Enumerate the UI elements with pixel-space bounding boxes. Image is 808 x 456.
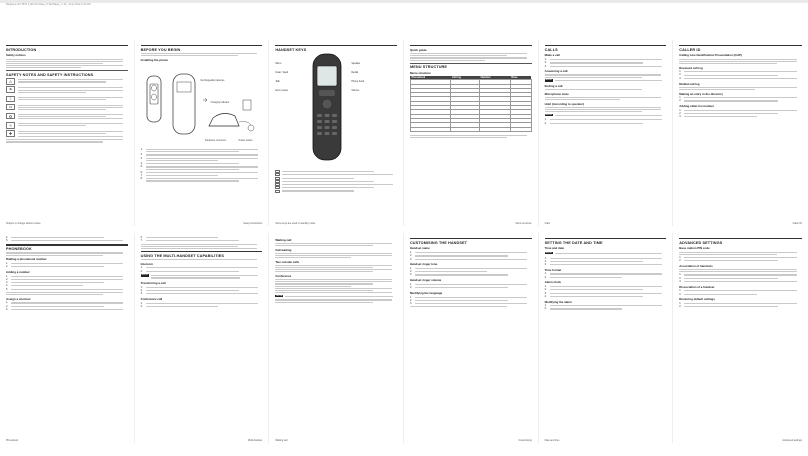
medical-icon: ✚ <box>6 130 15 137</box>
subheading: Safety notices <box>6 53 26 58</box>
subheading: Menu structure <box>409 70 431 75</box>
table-col-header: Call log <box>451 76 480 80</box>
subheading: Adding caller list number <box>679 104 714 109</box>
page-caller-id: CALLER ID Calling Line Identification Presentation (CLIP) Received call log 1. 2. 3. Dialled call log Making an entry in the directory 1. 2. Adding caller list number 1. 2. 3. Caller ID <box>673 40 808 226</box>
page-footer: Date and time <box>544 439 560 442</box>
page-date-time: SETTING THE DATE AND TIME Time and date NOTE 1. 2. 3. Time format 1. 2. Alarm clock 1. 2. 3. 4. Modifying the alarm 1. 2. Date and time <box>539 233 674 443</box>
warning-icon: ⚠ <box>6 78 15 85</box>
subheading: Time format <box>544 267 562 272</box>
subheading: Calling Line Identification Presentation (CLIP) <box>679 53 743 58</box>
menu-structure-table <box>410 76 532 132</box>
page-footer: Some keys are used in standby mode <box>275 222 316 225</box>
subheading: Assign a shortcut <box>6 296 31 301</box>
top-edge-strip <box>0 0 808 3</box>
subheading: Make a call <box>544 53 560 58</box>
subheading: Dissociation of a handset <box>679 284 715 289</box>
key-label: Clear / back <box>275 71 289 74</box>
subheading: Adding a number <box>6 269 30 274</box>
symbol-row <box>6 86 128 94</box>
symbol-row <box>6 113 128 121</box>
subheading: Dialling a phonebook number <box>6 257 47 262</box>
key-label: Volume <box>351 89 360 92</box>
symbol-row <box>6 78 128 85</box>
page-footer: Customising <box>518 439 532 442</box>
page-footer: Advanced settings <box>782 439 802 442</box>
subheading: Answering a call <box>544 69 568 74</box>
top-row-pages <box>0 40 808 226</box>
file-info-header: Ringtone GC PFS 3_R0 Oct Date_P TechSpec_V 23_ Amp 2012 3:11 AM <box>6 3 91 6</box>
plug-icon: ⏚ <box>6 96 15 103</box>
subheading: Ending a call <box>544 83 563 88</box>
table-col-header: Phonebook <box>410 76 451 80</box>
page-advanced-settings: ADVANCED SETTINGS Base station PIN code 1. 2. Association of handsets 1. 2. 3. Dissociation of a handset 1. 2. Restoring default settings 1. 2. Advanced settings <box>673 233 808 443</box>
page-before-you-begin: BEFORE YOU BEGIN Installing the phone Rechargeable batteries Charging indicator Telephone connector Power socket 1. 2. 3. 4. 5. 6. 7. 8. Setup instructions <box>135 40 270 226</box>
no-water-icon: ☂ <box>6 86 15 93</box>
subheading: Restoring default settings <box>679 297 715 302</box>
symbol-row <box>6 122 128 129</box>
page-calls: CALLS Make a call 1. 2. 3. Answering a call NOTE Ending a call Microphone mute Hold (According to operator) NOTE 1. 2. Calls <box>539 40 674 226</box>
label-charge: Charging indicator <box>210 102 230 104</box>
subheading: Handset name <box>409 246 430 251</box>
symbol-row <box>6 130 128 138</box>
page-footer: Caller ID <box>792 222 802 225</box>
page-footer: Subject to change without notice. <box>6 222 42 225</box>
key-label: Redial <box>351 71 359 74</box>
label-power: Power socket <box>238 140 253 142</box>
page-customising: CUSTOMISING THE HANDSET Handset name 1. 2. 3. Handset ringer tone 1. 2. 3. Handset ringer volume 1. 2. Modifying the language 1. 2. 3. Customising <box>404 233 539 443</box>
page-heading: CALLS <box>544 47 558 52</box>
page-phonebook: 4. 5. PHONEBOOK Dialling a phonebook number 1. 2. Adding a number 1. 2. 3. 4. 5. Assign a shortcut 1. 2. 3. Phonebook <box>0 233 135 443</box>
symbol-row <box>6 104 128 112</box>
bottom-row-pages <box>0 233 808 443</box>
label-base: Telephone connector <box>204 140 226 142</box>
page-footer: Phonebook <box>6 439 19 442</box>
subheading: Installing the phone <box>140 57 168 62</box>
page-footer: Multi-handset <box>247 439 263 442</box>
subheading: Base station PIN code <box>679 246 710 251</box>
lightning-icon: ϟ <box>6 122 15 129</box>
page-heading: SAFETY NOTES AND SAFETY INSTRUCTIONS <box>6 72 94 77</box>
subheading: Call waiting <box>275 247 292 252</box>
subheading: Two outside calls <box>275 259 300 264</box>
page-heading: SETTING THE DATE AND TIME <box>544 240 603 245</box>
battery-icon: ▭ <box>6 104 15 111</box>
subheading: Waiting call <box>275 237 292 242</box>
key-label: Talk <box>275 80 280 83</box>
subheading: Quick guide <box>409 47 427 52</box>
subheading: Received call log <box>679 65 703 70</box>
subheading: Handset ringer volume <box>409 278 442 283</box>
page-heading: BEFORE YOU BEGIN <box>140 47 181 52</box>
subheading: Handset ringer tone <box>409 262 438 267</box>
key-label: Menu <box>275 62 282 65</box>
page-handset-keys <box>269 40 404 226</box>
page-footer: Setup instructions <box>243 222 263 225</box>
page-multi-handset: 6. 7. USING THE MULTI-HANDSET CAPABILITIES Intercom 1. 2. NOTE Transferring a call 1. 2. 3. Conference call 1. 2. Multi-handset <box>135 233 270 443</box>
page-waiting-call: Waiting call Call waiting Two outside calls Conference NOTE Waiting call <box>269 233 404 443</box>
subheading: Time and date <box>544 246 565 251</box>
subheading: Making an entry in the directory <box>679 91 723 96</box>
recycle-bin-icon: ♻ <box>6 113 15 120</box>
page-heading: PHONEBOOK <box>6 247 32 252</box>
key-label: Speaker <box>351 62 361 65</box>
subheading: Conference <box>275 274 292 279</box>
subheading: Association of handsets <box>679 263 713 268</box>
subheading: Hold (According to operator) <box>544 101 585 106</box>
subheading: Modifying the language <box>409 290 443 295</box>
page-footer: Calls <box>544 222 550 225</box>
page-footer: Waiting call <box>275 439 288 442</box>
subheading: Microphone mute <box>544 91 569 96</box>
page-heading: INTRODUCTION <box>6 47 37 52</box>
key-label: End / power <box>275 89 289 92</box>
symbol-row <box>6 96 128 103</box>
page-heading: ADVANCED SETTINGS <box>679 240 723 245</box>
table-col-header: Base <box>510 76 531 80</box>
subheading: Modifying the alarm <box>544 299 572 304</box>
key-label: Phone book <box>351 80 365 83</box>
page-heading: USING THE MULTI-HANDSET CAPABILITIES <box>140 253 225 258</box>
page-heading: CUSTOMISING THE HANDSET <box>409 240 468 245</box>
page-heading: MENU STRUCTURE <box>409 64 448 69</box>
subheading: Alarm clock <box>544 280 562 285</box>
page-heading: HANDSET KEYS <box>275 47 307 52</box>
subheading: Transferring a call <box>140 281 166 286</box>
table-col-header: Handset <box>480 76 511 80</box>
subheading: Dialled call log <box>679 81 700 86</box>
handset-illustration <box>307 52 347 164</box>
page-introduction <box>0 40 135 226</box>
subheading: Intercom <box>140 261 153 266</box>
page-heading: CALLER ID <box>679 47 701 52</box>
page-footer: Menu structure <box>515 222 532 225</box>
page-menu-structure <box>404 40 539 226</box>
subheading: Conference call <box>140 297 163 302</box>
label-handset: Rechargeable batteries <box>200 80 225 82</box>
